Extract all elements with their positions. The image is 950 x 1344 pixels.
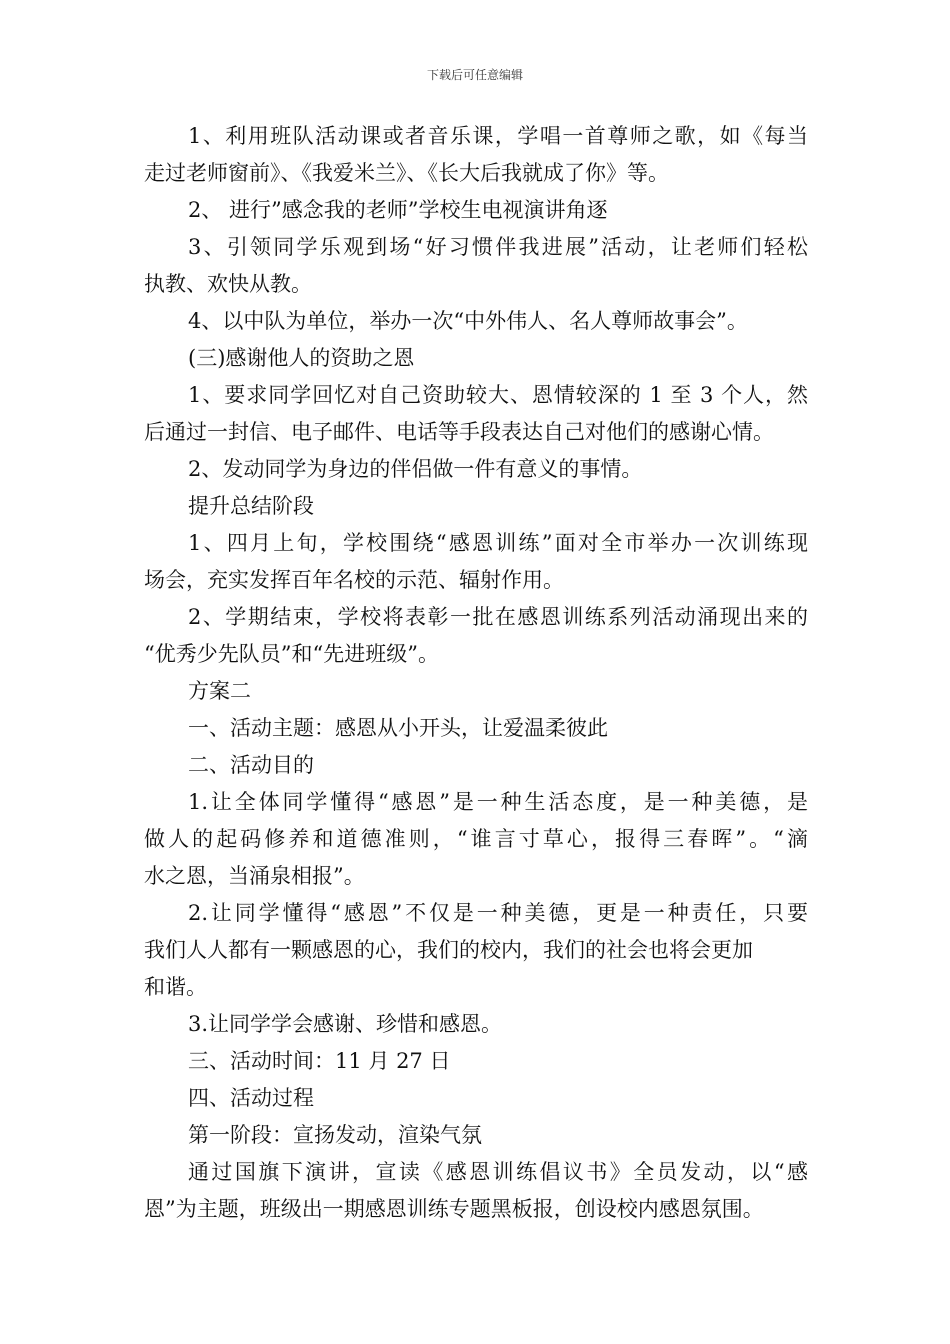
section-heading: 提升总结阶段 bbox=[188, 494, 314, 518]
section-heading: 四、活动过程 bbox=[188, 1086, 314, 1110]
paragraph-line: 通过国旗下演讲，宣读《感恩训练倡议书》全员发动，以“感 bbox=[188, 1160, 808, 1184]
paragraph-line: 1、四月上旬，学校围绕“感恩训练”面对全市举办一次训练现 bbox=[188, 531, 808, 555]
paragraph-line: 1.让全体同学懂得“感恩”是一种生活态度，是一种美德，是 bbox=[188, 790, 808, 814]
paragraph-line: 后通过一封信、电子邮件、电话等手段表达自己对他们的感谢心情。 bbox=[144, 420, 774, 444]
document-body bbox=[144, 118, 808, 1228]
paragraph-line: 做人的起码修养和道德准则，“谁言寸草心，报得三春晖”。“滴 bbox=[144, 827, 808, 851]
paragraph-line: 1、要求同学回忆对自己资助较大、恩情较深的 1 至 3 个人，然 bbox=[188, 383, 808, 407]
paragraph-line: 恩”为主题，班级出一期感恩训练专题黑板报，创设校内感恩氛围。 bbox=[144, 1197, 764, 1221]
section-heading: (三)感谢他人的资助之恩 bbox=[188, 346, 415, 370]
section-heading: 方案二 bbox=[188, 679, 251, 703]
paragraph-line: 2、 进行”感念我的老师”学校生电视演讲角逐 bbox=[188, 198, 608, 222]
paragraph-line: 和谐。 bbox=[144, 975, 207, 999]
paragraph-line: 水之恩，当涌泉相报”。 bbox=[144, 864, 365, 888]
paragraph-line: 我们人人都有一颗感恩的心，我们的校内，我们的社会也将会更加 bbox=[144, 938, 753, 962]
paragraph-line: 1、利用班队活动课或者音乐课，学唱一首尊师之歌，如《每当 bbox=[188, 124, 808, 148]
section-heading: 一、活动主题：感恩从小开头，让爱温柔彼此 bbox=[188, 716, 608, 740]
section-heading: 二、活动目的 bbox=[188, 753, 314, 777]
paragraph-line: 4、以中队为单位，举办一次“中外伟人、名人尊师故事会”。 bbox=[188, 309, 748, 333]
paragraph-line: 3.让同学学会感谢、珍惜和感恩。 bbox=[188, 1012, 503, 1036]
section-heading: 第一阶段：宣扬发动，渲染气氛 bbox=[188, 1123, 482, 1147]
paragraph-line: “优秀少先队员”和“先进班级”。 bbox=[144, 642, 439, 666]
paragraph-line: 3、引领同学乐观到场“好习惯伴我进展”活动，让老师们轻松 bbox=[188, 235, 808, 259]
paragraph-line: 2、学期结束，学校将表彰一批在感恩训练系列活动涌现出来的 bbox=[188, 605, 808, 629]
section-heading: 三、活动时间：11 月 27 日 bbox=[188, 1049, 451, 1073]
page-header: 下载后可任意编辑 bbox=[426, 68, 523, 82]
paragraph-line: 走过老师窗前》、《我爱米兰》、《长大后我就成了你》等。 bbox=[144, 161, 669, 185]
paragraph-line: 场会，充实发挥百年名校的示范、辐射作用。 bbox=[144, 568, 564, 592]
paragraph-line: 2.让同学懂得“感恩”不仅是一种美德，更是一种责任，只要 bbox=[188, 901, 808, 925]
paragraph-line: 执教、欢快从教。 bbox=[144, 272, 312, 296]
paragraph-line: 2、发动同学为身边的伴侣做一件有意义的事情。 bbox=[188, 457, 643, 481]
